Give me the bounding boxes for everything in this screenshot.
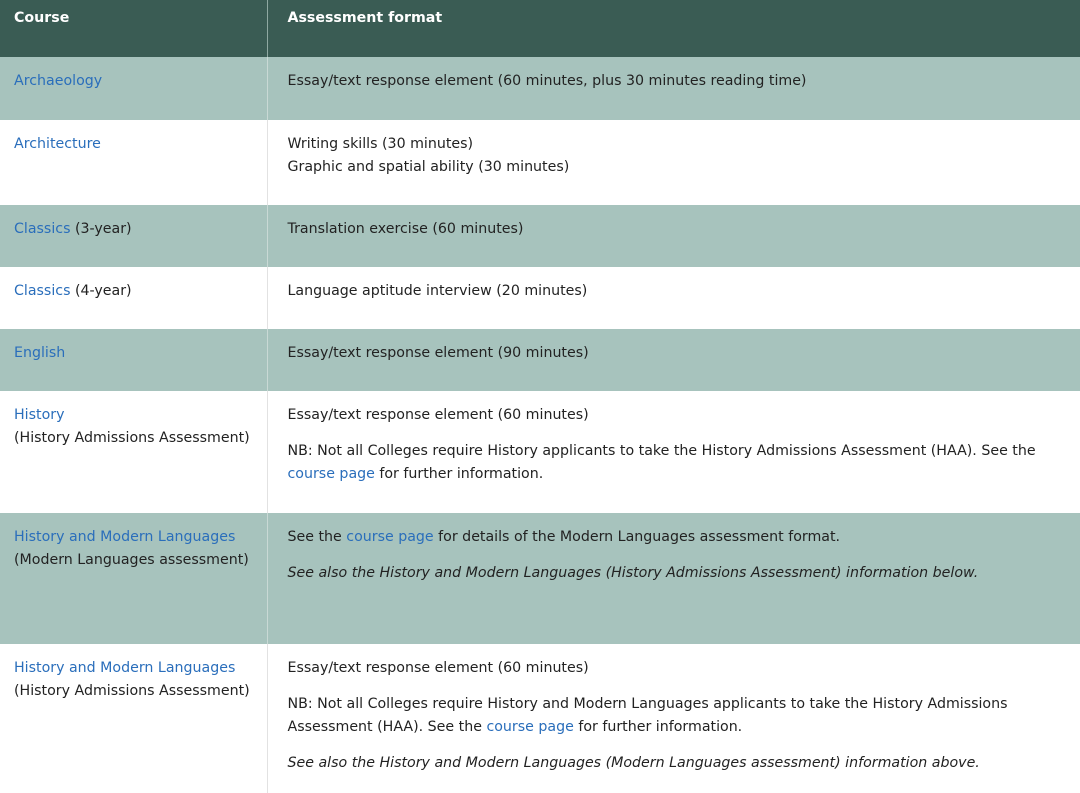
note-text: NB: Not all Colleges require History and Modern Languages applicants to take the History Admissions Assessment (HAA). See the — [287, 696, 1008, 735]
course-page-link[interactable]: course page — [346, 529, 434, 545]
course-qualifier: (4-year) — [70, 283, 132, 299]
course-qualifier: (History Admissions Assessment) — [14, 683, 250, 699]
table-row — [0, 205, 1080, 267]
format-cell — [267, 205, 1080, 267]
table-row — [0, 391, 1080, 513]
see-also-note: See also the History and Modern Languages (Modern Languages assessment) information above. — [287, 755, 980, 771]
course-qualifier: (3-year) — [70, 221, 132, 237]
format-text: Essay/text response element (60 minutes) — [287, 660, 589, 676]
table-row — [0, 57, 1080, 120]
course-link[interactable]: Archaeology — [14, 73, 103, 89]
note-text: for further information. — [573, 719, 743, 735]
format-text: Writing skills (30 minutes) — [287, 136, 474, 152]
course-link[interactable]: History and Modern Languages — [14, 660, 236, 676]
format-text: Translation exercise (60 minutes) — [287, 221, 524, 237]
format-cell — [267, 513, 1080, 644]
course-cell — [0, 391, 267, 513]
format-cell — [267, 391, 1080, 513]
course-cell — [0, 644, 267, 793]
course-link[interactable]: History — [14, 407, 65, 423]
header-format: Assessment format — [267, 0, 1080, 57]
course-link[interactable]: Classics — [14, 221, 71, 237]
course-page-link[interactable]: course page — [287, 466, 375, 482]
note — [288, 693, 1067, 739]
course-link[interactable]: History and Modern Languages — [14, 529, 236, 545]
text: for details of the Modern Languages assessment format. — [433, 529, 841, 545]
format-cell — [267, 267, 1080, 329]
course-cell — [0, 267, 267, 329]
format-text: Graphic and spatial ability (30 minutes) — [287, 159, 570, 175]
table-row — [0, 644, 1080, 793]
format-cell — [267, 120, 1080, 205]
format-cell — [267, 329, 1080, 391]
header-course: Course — [0, 0, 267, 57]
table-row — [0, 267, 1080, 329]
note-text: NB: Not all Colleges require History applicants to take the History Admissions Assessment (HAA). See the — [287, 443, 1036, 459]
header-row — [0, 0, 1080, 57]
course-cell — [0, 513, 267, 644]
note-text: for further information. — [374, 466, 544, 482]
course-cell — [0, 57, 267, 120]
course-cell — [0, 329, 267, 391]
table-row — [0, 329, 1080, 391]
see-also-note: See also the History and Modern Languages (History Admissions Assessment) information below. — [287, 565, 979, 581]
table-row — [0, 513, 1080, 644]
format-text: Essay/text response element (60 minutes) — [287, 407, 589, 423]
format-cell — [267, 57, 1080, 120]
course-qualifier: (History Admissions Assessment) — [14, 430, 250, 446]
course-link[interactable]: English — [14, 345, 66, 361]
course-cell — [0, 120, 267, 205]
format-text — [288, 526, 1067, 549]
table-row — [0, 120, 1080, 205]
format-cell — [267, 644, 1080, 793]
format-text: Language aptitude interview (20 minutes) — [287, 283, 588, 299]
note — [288, 440, 1067, 486]
format-text: Essay/text response element (60 minutes, plus 30 minutes reading time) — [287, 73, 807, 89]
format-text: Essay/text response element (90 minutes) — [287, 345, 589, 361]
text: See the — [287, 529, 347, 545]
course-page-link[interactable]: course page — [486, 719, 574, 735]
course-link[interactable]: Classics — [14, 283, 71, 299]
course-cell — [0, 205, 267, 267]
course-link[interactable]: Architecture — [14, 136, 101, 152]
course-qualifier: (Modern Languages assessment) — [14, 552, 249, 568]
